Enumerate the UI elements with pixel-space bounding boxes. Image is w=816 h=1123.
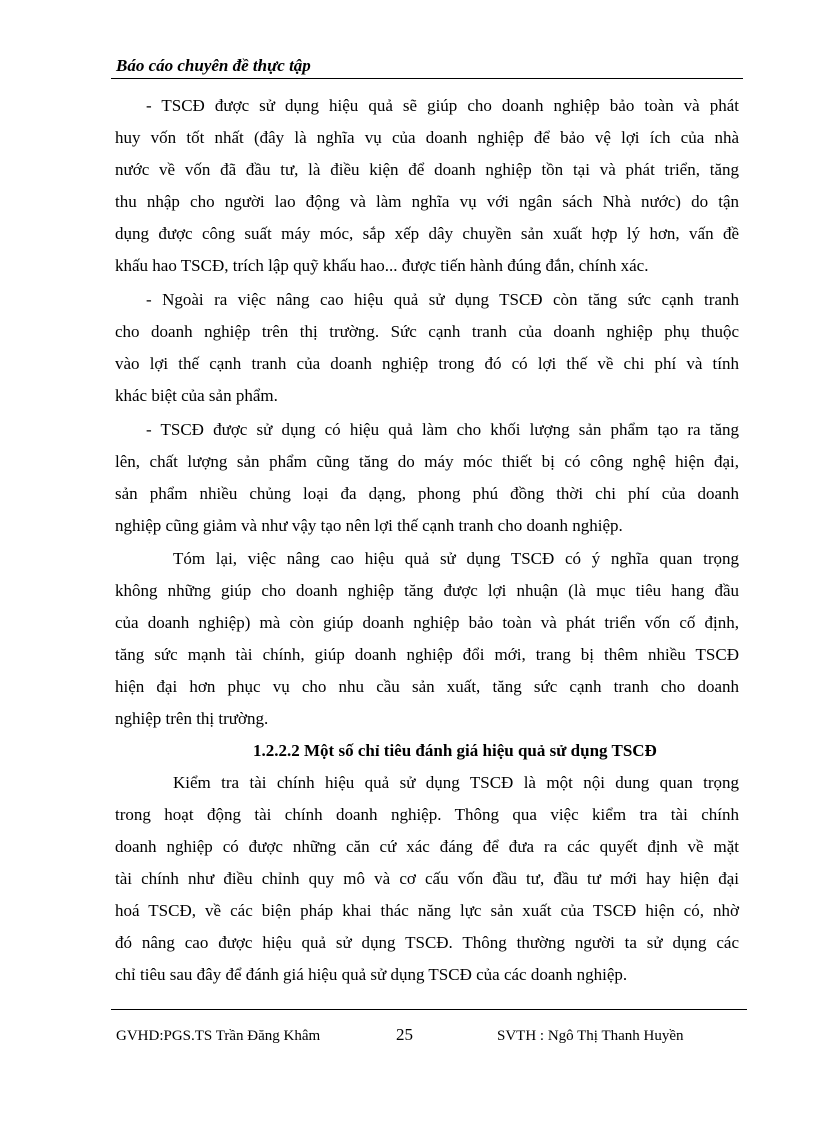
text-line: của doanh nghiệp) mà còn giúp doanh nghiệp bảo toàn và phát triển vốn cố định, <box>115 613 739 632</box>
footer-divider <box>111 1009 747 1010</box>
text-line: khấu hao TSCĐ, trích lập quỹ khấu hao... được tiến hành đúng đắn, chính xác. <box>115 256 649 275</box>
section-heading: 1.2.2.2 Một số chỉ tiêu đánh giá hiệu quả sử dụng TSCĐ <box>253 741 657 760</box>
text-line: nghiệp trên thị trường. <box>115 709 269 728</box>
text-line: nghiệp cũng giảm và như vậy tạo nên lợi thế cạnh tranh cho doanh nghiệp. <box>115 516 623 535</box>
text-line: - TSCĐ được sử dụng có hiệu quả làm cho khối lượng sản phẩm tạo ra tăng <box>146 420 739 439</box>
text-line: Kiểm tra tài chính hiệu quả sử dụng TSCĐ là một nội dung quan trọng <box>173 773 739 792</box>
text-line: cho doanh nghiệp trên thị trường. Sức cạnh tranh của doanh nghiệp phụ thuộc <box>115 322 739 341</box>
text-line: tăng sức mạnh tài chính, giúp doanh nghiệp đổi mới, trang bị thêm nhiều TSCĐ <box>115 645 739 664</box>
footer-student: SVTH : Ngô Thị Thanh Huyền <box>497 1028 684 1044</box>
text-line: dụng được công suất máy móc, sắp xếp dây chuyền sản xuất hợp lý hơn, vấn đề <box>115 224 739 243</box>
text-line: chỉ tiêu sau đây để đánh giá hiệu quả sử dụng TSCĐ của các doanh nghiệp. <box>115 965 628 984</box>
text-line: nước về vốn đã đầu tư, là điều kiện để doanh nghiệp tồn tại và phát triển, tăng <box>115 160 739 179</box>
text-line: sản phẩm nhiều chủng loại đa dạng, phong phú đồng thời chi phí của doanh <box>115 484 739 503</box>
text-line: Tóm lại, việc nâng cao hiệu quả sử dụng TSCĐ có ý nghĩa quan trọng <box>173 549 739 568</box>
text-line: hiện đại hơn phục vụ cho nhu cầu sản xuất, tăng sức cạnh tranh cho doanh <box>115 677 739 696</box>
text-line: - TSCĐ được sử dụng hiệu quả sẽ giúp cho doanh nghiệp bảo toàn và phát <box>146 96 739 115</box>
header-divider <box>111 78 743 79</box>
text-line: doanh nghiệp có được những căn cứ xác đáng để đưa ra các quyết định về mặt <box>115 837 739 856</box>
text-line: đó nâng cao được hiệu quả sử dụng TSCĐ. Thông thường người ta sử dụng các <box>115 933 739 952</box>
text-line: vào lợi thế cạnh tranh của doanh nghiệp trong đó có lợi thế về chi phí và tính <box>115 354 739 373</box>
page-header-title: Báo cáo chuyên đề thực tập <box>116 56 311 75</box>
text-line: trong hoạt động tài chính doanh nghiệp. Thông qua việc kiểm tra tài chính <box>115 805 739 824</box>
text-line: tài chính như điều chỉnh quy mô và cơ cấu vốn đầu tư, đầu tư mới hay hiện đại <box>115 869 739 888</box>
text-line: khác biệt của sản phẩm. <box>115 386 278 405</box>
footer-supervisor: GVHD:PGS.TS Trần Đăng Khâm <box>116 1028 321 1044</box>
text-line: - Ngoài ra việc nâng cao hiệu quả sử dụng TSCĐ còn tăng sức cạnh tranh <box>146 290 739 309</box>
text-line: lên, chất lượng sản phẩm cũng tăng do máy móc thiết bị có công nghệ hiện đại, <box>115 452 739 471</box>
page-number: 25 <box>396 1025 413 1044</box>
text-line: thu nhập cho người lao động và làm nghĩa vụ với ngân sách Nhà nước) do tận <box>115 192 739 211</box>
text-line: hoá TSCĐ, về các biện pháp khai thác năng lực sản xuất của TSCĐ hiện có, nhờ <box>115 901 739 920</box>
text-line: không những giúp cho doanh nghiệp tăng được lợi nhuận (là mục tiêu hang đầu <box>115 581 739 600</box>
text-line: huy vốn tốt nhất (đây là nghĩa vụ của doanh nghiệp để bảo vệ lợi ích của nhà <box>115 128 739 147</box>
